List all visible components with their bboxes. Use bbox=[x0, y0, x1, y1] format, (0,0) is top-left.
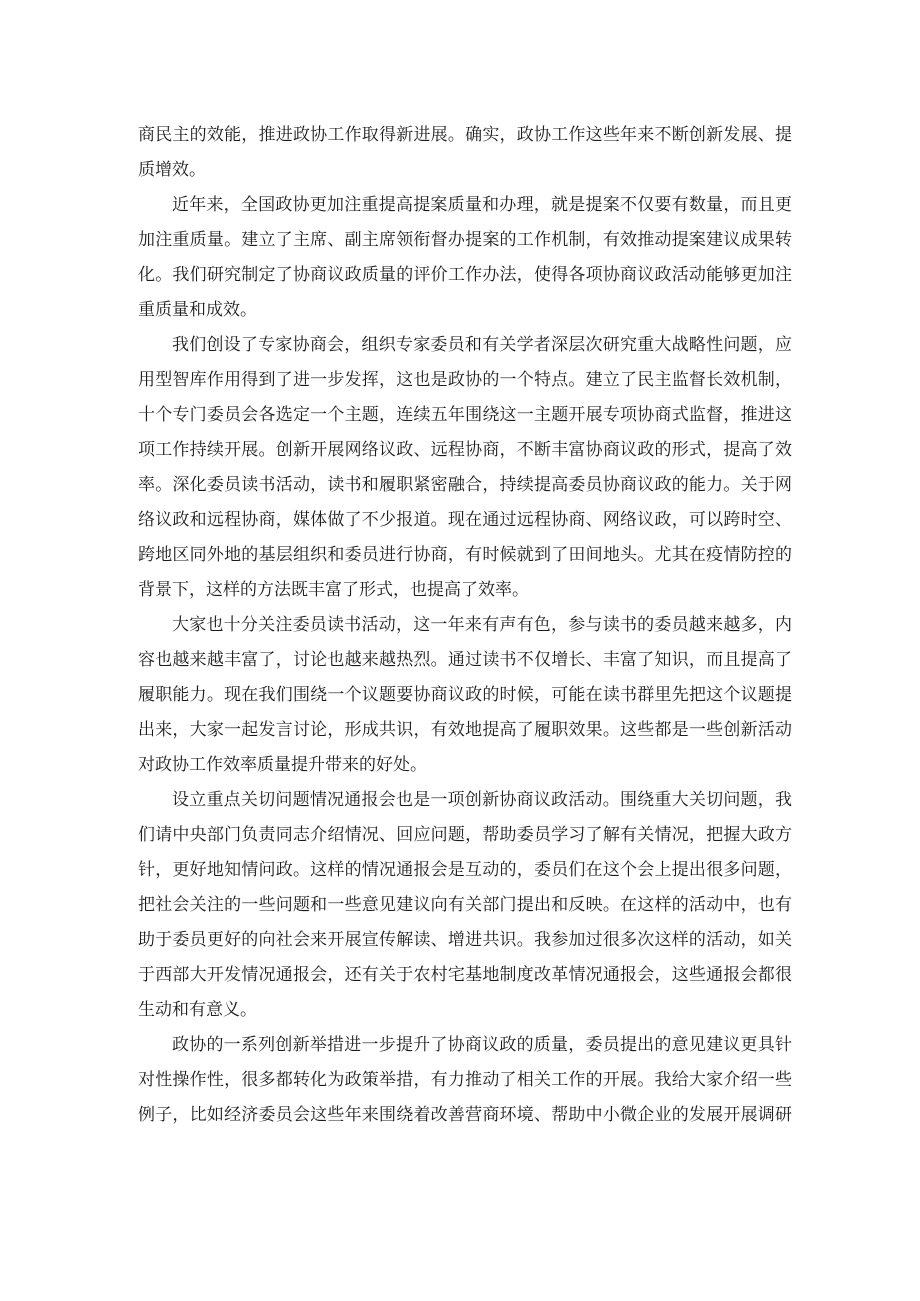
paragraph-line: 重质量和成效。 bbox=[138, 300, 257, 320]
paragraph-first-line: 我们创设了专家协商会，组织专家委员和有关学者深层次研究重大战略性问题，应 bbox=[172, 335, 792, 355]
paragraph-line: 跨地区同外地的基层组织和委员进行协商，有时候就到了田间地头。尤其在疫情防控的 bbox=[138, 545, 792, 565]
paragraph-line: 络议政和远程协商，媒体做了不少报道。现在通过远程协商、网络议政，可以跨时空、 bbox=[138, 510, 792, 530]
paragraph-line: 化。我们研究制定了协商议政质量的评价工作办法，使得各项协商议政活动能够更加注 bbox=[138, 265, 792, 285]
document-body bbox=[138, 118, 792, 1133]
paragraph-line: 十个专门委员会各选定一个主题，连续五年围绕这一主题开展专项协商式监督，推进这 bbox=[138, 405, 792, 425]
paragraph-line: 用型智库作用得到了进一步发挥，这也是政协的一个特点。建立了民主监督长效机制， bbox=[138, 370, 792, 390]
paragraph-line: 针，更好地知情问政。这样的情况通报会是互动的，委员们在这个会上提出很多问题， bbox=[138, 860, 792, 880]
paragraph-first-line: 大家也十分关注委员读书活动，这一年来有声有色，参与读书的委员越来越多，内 bbox=[172, 615, 792, 635]
paragraph-line: 出来，大家一起发言讨论，形成共识，有效地提高了履职效果。这些都是一些创新活动 bbox=[138, 720, 792, 740]
paragraph-first-line: 近年来，全国政协更加注重提高提案质量和办理，就是提案不仅要有数量，而且更 bbox=[172, 195, 792, 215]
paragraph-line: 质增效。 bbox=[138, 160, 206, 180]
paragraph-first-line: 设立重点关切问题情况通报会也是一项创新协商议政活动。围绕重大关切问题，我 bbox=[172, 790, 792, 810]
paragraph-line: 生动和有意义。 bbox=[138, 1000, 257, 1020]
paragraph-line: 对性操作性，很多都转化为政策举措，有力推动了相关工作的开展。我给大家介绍一些 bbox=[138, 1070, 792, 1090]
paragraph-line: 商民主的效能，推进政协工作取得新进展。确实，政协工作这些年来不断创新发展、提 bbox=[138, 125, 792, 145]
paragraph-first-line: 政协的一系列创新举措进一步提升了协商议政的质量，委员提出的意见建议更具针 bbox=[172, 1035, 792, 1055]
paragraph-line: 把社会关注的一些问题和一些意见建议向有关部门提出和反映。在这样的活动中，也有 bbox=[138, 895, 792, 915]
paragraph-line: 项工作持续开展。创新开展网络议政、远程协商，不断丰富协商议政的形式，提高了效 bbox=[138, 440, 792, 460]
paragraph-line: 履职能力。现在我们围绕一个议题要协商议政的时候，可能在读书群里先把这个议题提 bbox=[138, 685, 792, 705]
paragraph-line: 助于委员更好的向社会来开展宣传解读、增进共识。我参加过很多次这样的活动，如关 bbox=[138, 930, 792, 950]
paragraph-line: 们请中央部门负责同志介绍情况、回应问题，帮助委员学习了解有关情况，把握大政方 bbox=[138, 825, 792, 845]
paragraph-line: 对政协工作效率质量提升带来的好处。 bbox=[138, 755, 427, 775]
paragraph-line: 加注重质量。建立了主席、副主席领衔督办提案的工作机制，有效推动提案建议成果转 bbox=[138, 230, 792, 250]
paragraph-line: 率。深化委员读书活动，读书和履职紧密融合，持续提高委员协商议政的能力。关于网 bbox=[138, 475, 792, 495]
paragraph-line: 于西部大开发情况通报会，还有关于农村宅基地制度改革情况通报会，这些通报会都很 bbox=[138, 965, 792, 985]
paragraph-line: 容也越来越丰富了，讨论也越来越热烈。通过读书不仅增长、丰富了知识，而且提高了 bbox=[138, 650, 792, 670]
paragraph-line: 例子，比如经济委员会这些年来围绕着改善营商环境、帮助中小微企业的发展开展调研 bbox=[138, 1105, 792, 1125]
paragraph-line: 背景下，这样的方法既丰富了形式，也提高了效率。 bbox=[138, 580, 529, 600]
